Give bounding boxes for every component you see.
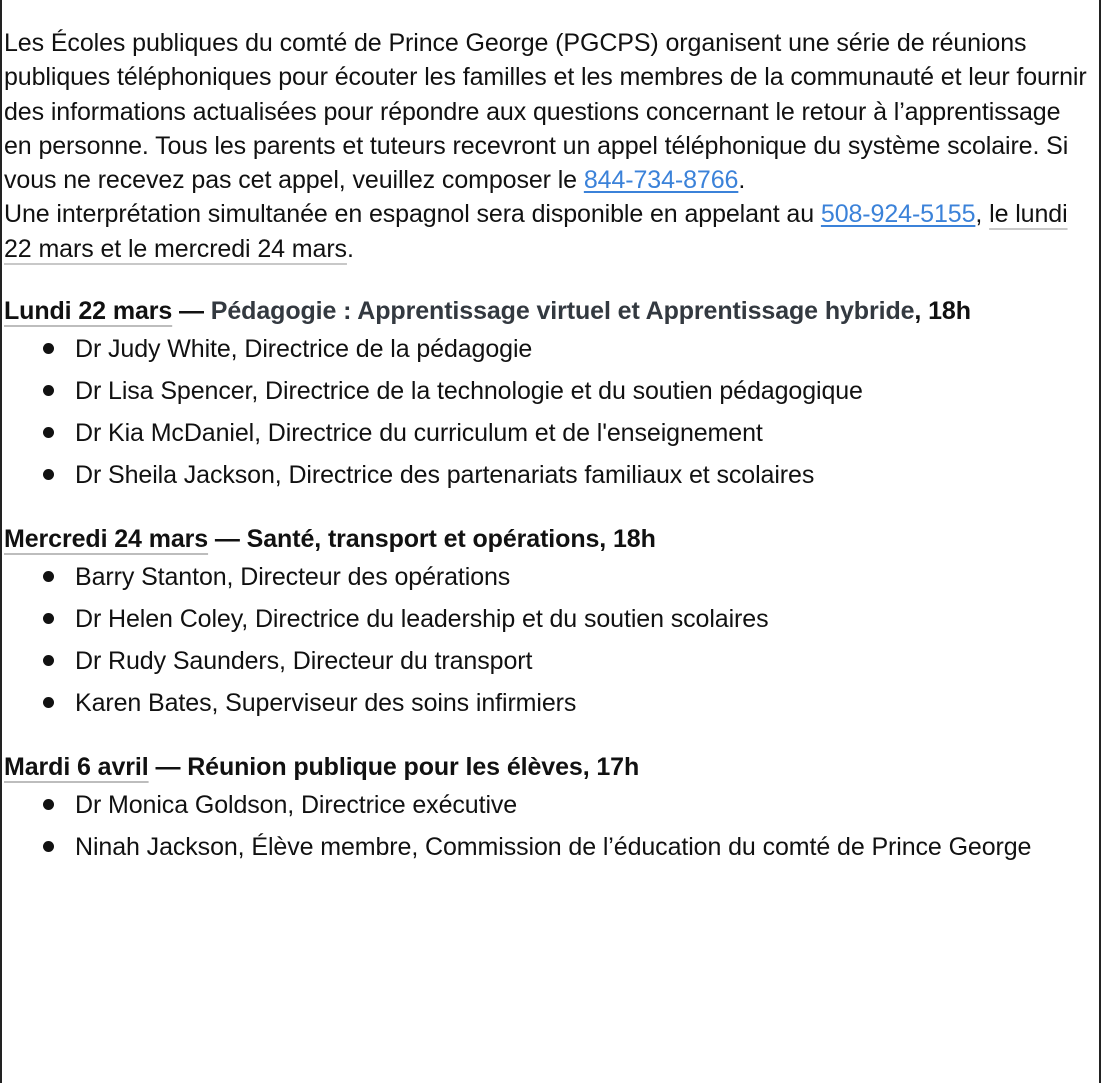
interpretation-phone-link[interactable]: 508-924-5155	[820, 200, 976, 229]
list-item	[4, 598, 1094, 640]
section-heading-1	[4, 294, 1094, 328]
speaker-text: Dr Lisa Spencer, Directrice de la technologie et du soutien pédagogique	[75, 377, 863, 406]
list-item	[4, 640, 1094, 682]
speaker-text: Ninah Jackson, Élève membre, Commission de l’éducation du comté de Prince George	[75, 833, 1032, 862]
document-content	[4, 26, 1094, 868]
speaker-list-2	[4, 556, 1094, 724]
section-date: Mardi 6 avril	[4, 753, 149, 782]
bullet-icon	[43, 385, 54, 396]
section-time: , 18h	[914, 297, 971, 326]
section-heading-3	[4, 750, 1094, 784]
intro-paragraph	[4, 26, 1094, 197]
list-item	[4, 784, 1094, 826]
section-date: Lundi 22 mars	[4, 297, 173, 326]
section-topic: Réunion publique pour les élèves	[187, 753, 583, 782]
section-heading-2	[4, 522, 1094, 556]
speaker-text: Dr Sheila Jackson, Directrice des partenariats familiaux et scolaires	[75, 461, 815, 490]
interpretation-end: .	[346, 234, 354, 263]
speaker-list-1	[4, 328, 1094, 496]
interpretation-paragraph	[4, 197, 1094, 266]
intro-phone-link[interactable]: 844-734-8766	[583, 166, 739, 195]
section-time: , 18h	[599, 525, 656, 554]
speaker-text: Dr Helen Coley, Directrice du leadership et du soutien scolaires	[75, 605, 769, 634]
section-topic: Santé, transport et opérations	[246, 525, 600, 554]
list-item	[4, 454, 1094, 496]
section-time: , 17h	[582, 753, 640, 782]
section-topic: Pédagogie : Apprentissage virtuel et Apprentissage hybride	[210, 297, 915, 326]
bullet-icon	[43, 841, 54, 852]
intro-text-end: .	[738, 166, 746, 195]
list-item	[4, 826, 1094, 868]
speaker-text: Karen Bates, Superviseur des soins infirmiers	[75, 689, 577, 718]
bullet-icon	[43, 697, 54, 708]
bullet-icon	[43, 343, 54, 354]
speaker-text: Dr Judy White, Directrice de la pédagogie	[75, 335, 533, 364]
bullet-icon	[43, 427, 54, 438]
speaker-text: Dr Monica Goldson, Directrice exécutive	[75, 791, 518, 820]
section-separator: —	[148, 753, 188, 782]
section-separator: —	[172, 297, 211, 326]
list-item	[4, 370, 1094, 412]
bullet-icon	[43, 613, 54, 624]
bullet-icon	[43, 655, 54, 666]
speaker-text: Dr Rudy Saunders, Directeur du transport	[75, 647, 533, 676]
list-item	[4, 682, 1094, 724]
section-date: Mercredi 24 mars	[4, 525, 209, 554]
interpretation-dates: le lundi 22 mars et le mercredi 24 mars	[4, 200, 1068, 263]
bullet-icon	[43, 799, 54, 810]
interpretation-comma: ,	[975, 200, 983, 229]
interpretation-text: Une interprétation simultanée en espagnol sera disponible en appelant au	[4, 200, 821, 229]
bullet-icon	[43, 571, 54, 582]
bullet-icon	[43, 469, 54, 480]
list-item	[4, 412, 1094, 454]
speaker-text: Barry Stanton, Directeur des opérations	[75, 563, 511, 592]
intro-text: Les Écoles publiques du comté de Prince George (PGCPS) organisent une série de réunions publiques téléphoniques pour écouter les familles et les membres de la communauté et leur fournir des informations actualisées pour répondre aux questions concernant le retour à l’apprentissage en personne. Tous les parents et tuteurs recevront un appel téléphonique du système scolaire. Si vous ne recevez pas cet appel, veuillez composer le	[4, 29, 1087, 195]
list-item	[4, 556, 1094, 598]
speaker-text: Dr Kia McDaniel, Directrice du curriculum et de l'enseignement	[75, 419, 763, 448]
list-item	[4, 328, 1094, 370]
speaker-list-3	[4, 784, 1094, 868]
section-separator: —	[208, 525, 247, 554]
